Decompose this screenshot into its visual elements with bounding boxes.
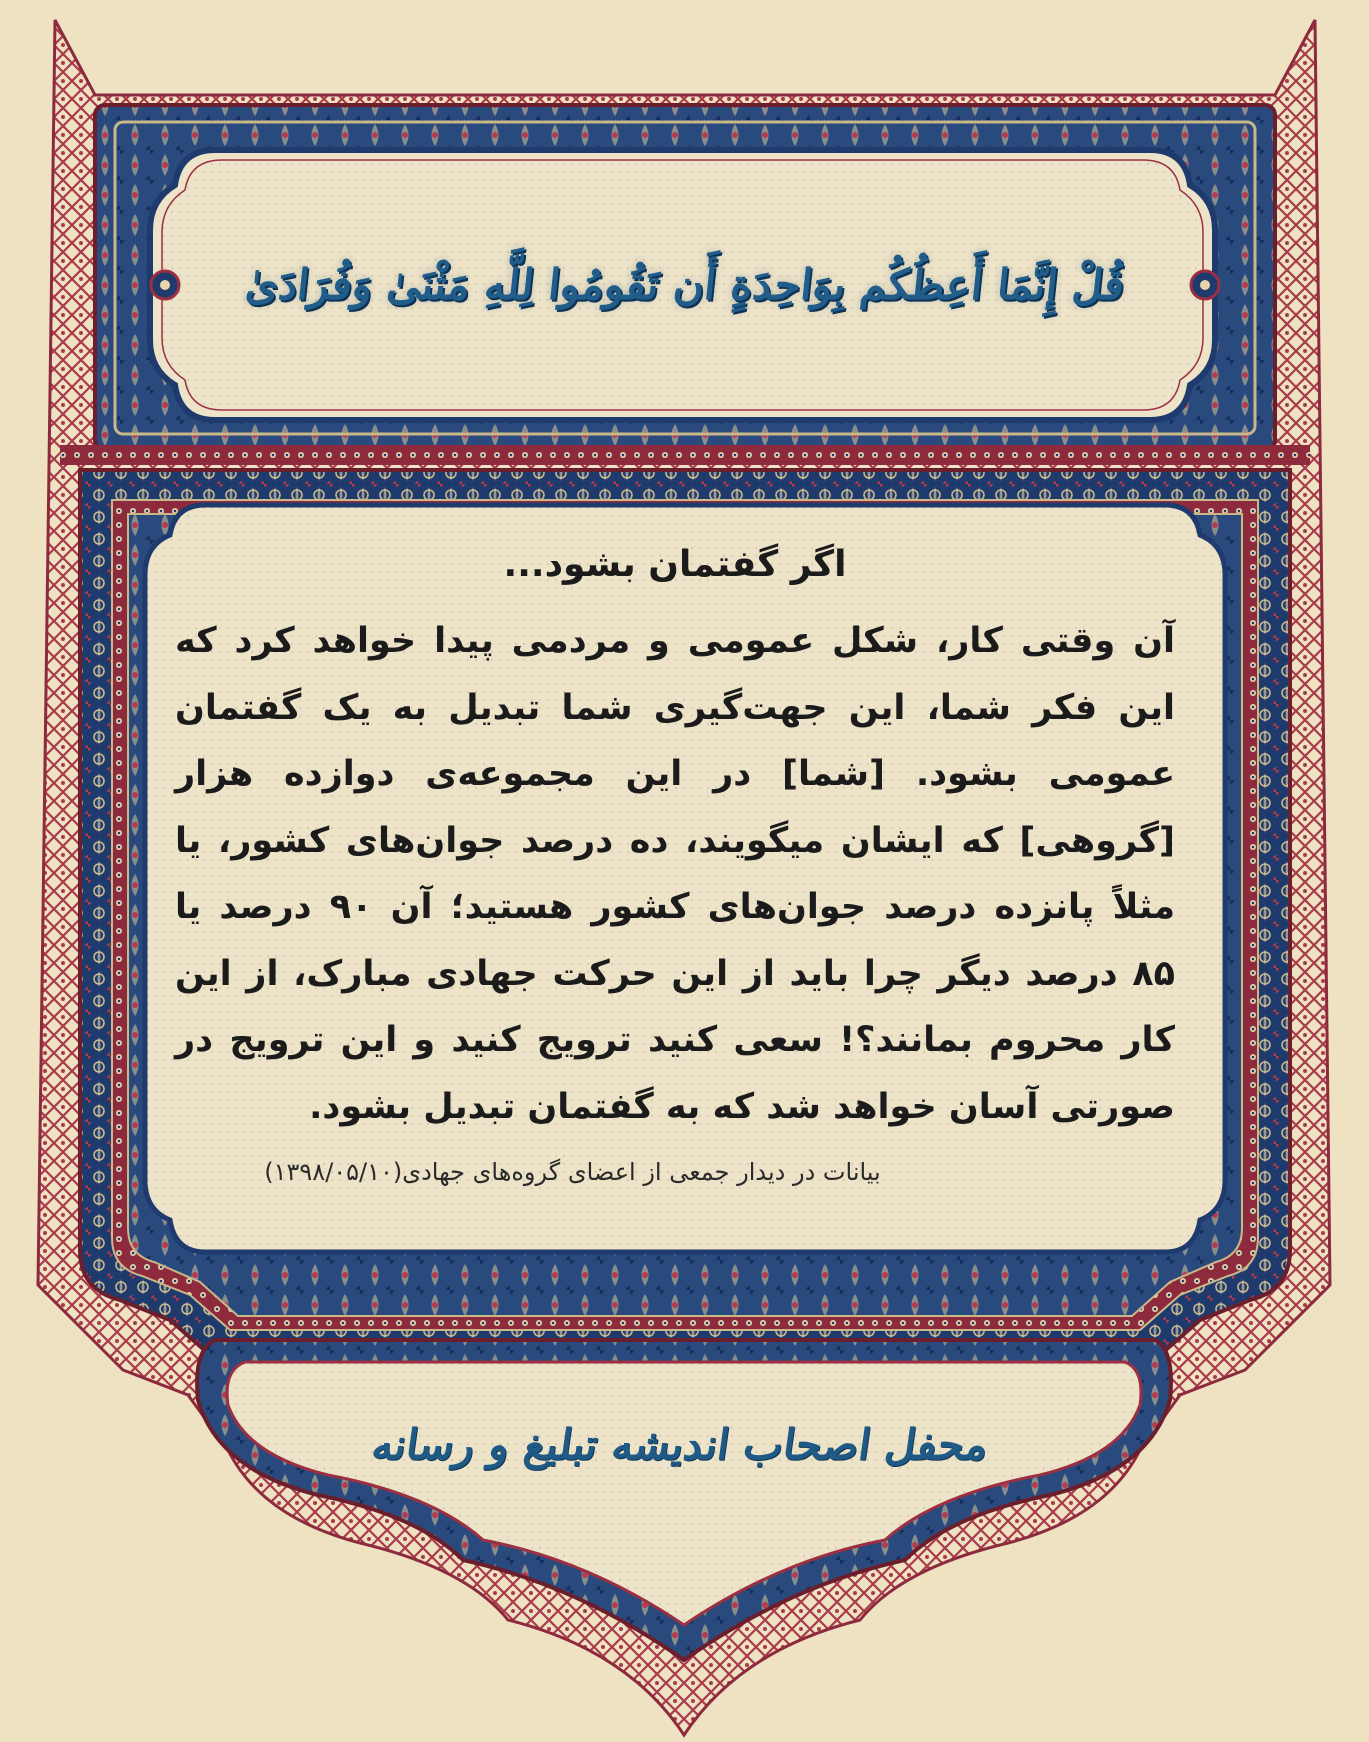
article-title: اگر گفتمان بشود... [503,544,847,585]
article-body: آن وقتی کار، شکل عمومی و مردمی پیدا خواهد کرد که این فکر شما، این جهت‌گیری شما تبدیل به یک گفتمان عمومی بشود. [شما] در این مجموعه‌ی دوازده هزار [گروهی] که ایشان میگویند، ده درصد جوان‌های کشور، یا مثلاً پانزده درصد جوان‌های کشور هستید؛ آن ۹۰ درصد یا ۸۵ درصد دیگر چرا باید از این حرکت جهادی مبارک، از این کار محروم بمانند؟! سعی کنید ترویج کنید و این ترویج در صورتی آسان خواهد شد که به گفتمان تبدیل بشود. [175,621,1175,1127]
article-panel [175,540,1175,1220]
article-source-caption: بیانات در دیدار جمعی از اعضای گروه‌های جهادی(۱۳۹۸/۰۵/۱۰) [264,1158,881,1186]
header-quran-verse: قُلْ إِنَّمَا أَعِظُكُم بِوَاحِدَةٍ أَن تَقُومُوا لِلَّهِ مَثْنَىٰ وَفُرَادَىٰ [243,260,1127,309]
footer-signature: محفل اصحاب اندیشه تبلیغ و رسانه [368,1420,992,1469]
